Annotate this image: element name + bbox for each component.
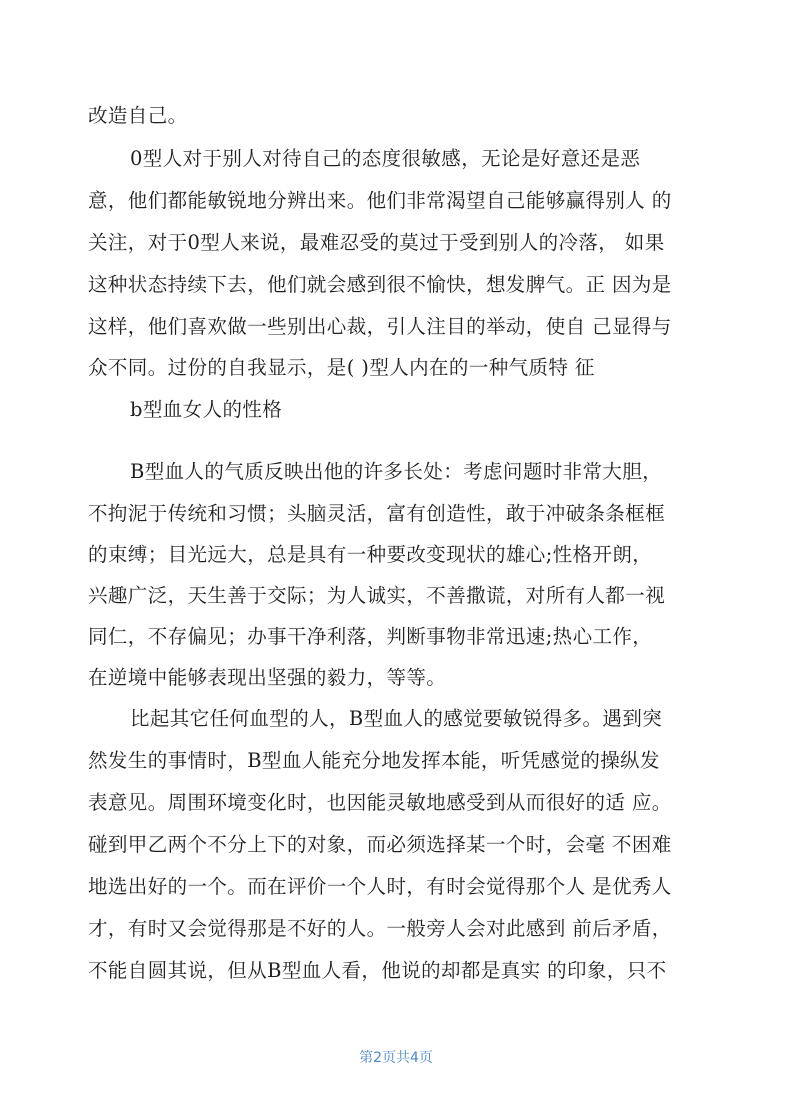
text-line: 意，他们都能敏锐地分辨出来。他们非常渴望自己能够赢得别人 的 — [88, 189, 672, 212]
text-line: 兴趣广泛，天生善于交际；为人诚实，不善撒谎，对所有人都一视 — [88, 584, 666, 607]
text-line: 同仁，不存偏见；办事干净利落，判断事物非常迅速;热心工作， — [88, 625, 653, 648]
text-line: 比起其它任何血型的人，B型血人的感觉要敏锐得多。遇到突 — [130, 707, 663, 730]
text-line: 表意见。周围环境变化时，也因能灵敏地感受到从而很好的适 应。 — [88, 791, 672, 814]
text-line: 碰到甲乙两个不分上下的对象，而必须选择某一个时，会毫 不困难 — [88, 833, 672, 856]
page-number: 第2页共4页 — [359, 1050, 433, 1066]
text-line: 在逆境中能够表现出坚强的毅力，等等。 — [88, 666, 447, 689]
text-line: 地选出好的一个。而在评价一个人时，有时会觉得那个人 是优秀人 — [88, 875, 672, 898]
text-line: 才，有时又会觉得那是不好的人。一般旁人会对此感到 前后矛盾， — [88, 917, 672, 940]
text-line: 这种状态持续下去，他们就会感到很不愉快，想发脾气。正 因为是 — [88, 273, 672, 296]
text-line: 关注，对于0型人来说，最难忍受的莫过于受到别人的冷落， 如果 — [88, 231, 665, 254]
text-line: 不能自圆其说，但从B型血人看，他说的却都是真实 的印象，只不 — [88, 959, 667, 982]
text-line: 0型人对于别人对待自己的态度很敏感，无论是好意还是恶 — [130, 147, 641, 170]
text-line: 然发生的事情时，B型血人能充分地发挥本能，听凭感觉的操纵发 — [88, 749, 660, 772]
text-line: 众不同。过份的自我显示，是( )型人内在的一种气质特 征 — [88, 356, 595, 379]
text-line: B型血人的气质反映出他的许多长处：考虑问题时非常大胆， — [130, 460, 663, 483]
text-line: 改造自己。 — [88, 104, 188, 127]
text-line: 不拘泥于传统和习惯；头脑灵活，富有创造性，敢于冲破条条框框 — [88, 502, 666, 525]
text-line: 的束缚；目光远大，总是具有一种要改变现状的雄心;性格开朗， — [88, 543, 653, 566]
section-heading: b型血女人的性格 — [130, 398, 283, 421]
text-line: 这样，他们喜欢做一些别出心裁，引人注目的举动，使自 己显得与 — [88, 315, 672, 338]
